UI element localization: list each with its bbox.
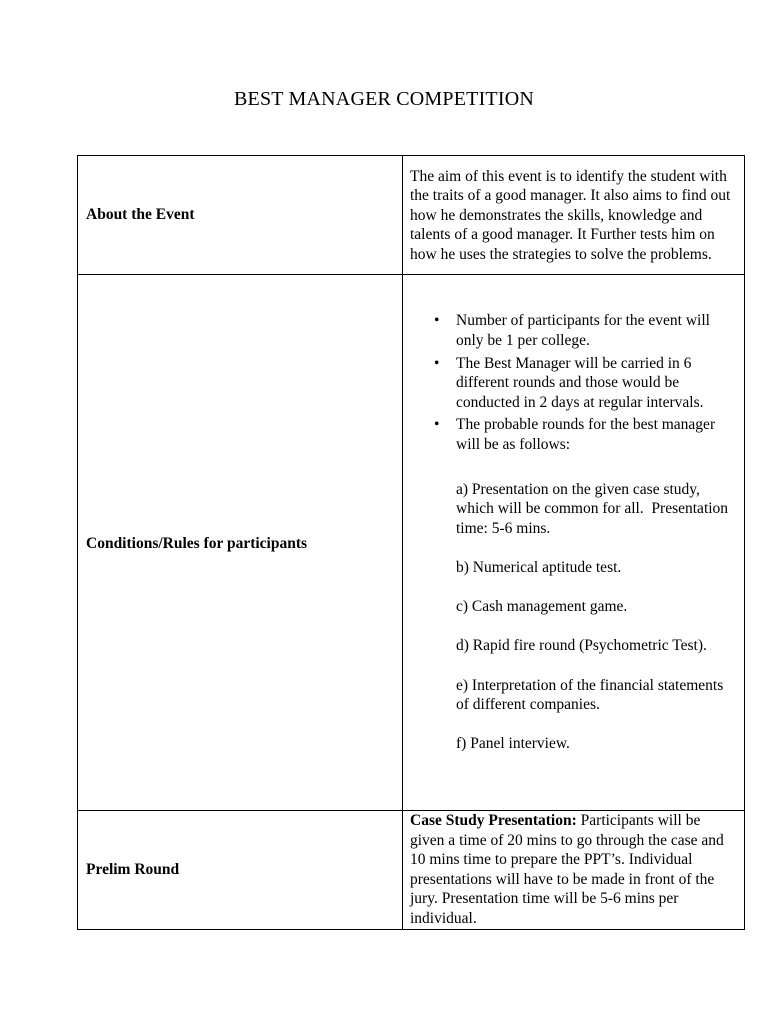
table-row-conditions: [78, 275, 745, 811]
prelim-description: [403, 811, 745, 930]
table-row-about: [78, 156, 745, 275]
prelim-heading: Case Study Presentation:: [410, 812, 577, 829]
conditions-content: [403, 275, 745, 811]
rounds-list: [456, 480, 738, 754]
round-item: c) Cash management game.: [456, 598, 628, 616]
about-description: The aim of this event is to identify the student with the traits of a good manager. It also aims to find out how he demonstrates the skills, knowledge and talents of a good manager. It Further tests him on how he uses the strategies to solve the problems.: [403, 156, 745, 275]
about-label: About the Event: [78, 156, 403, 275]
table-row-prelim: [78, 811, 745, 930]
rules-bullet-list: [410, 311, 738, 454]
round-item: a) Presentation on the given case study, which will be common for all. Presentation time: 5-6 mins.: [456, 480, 732, 537]
prelim-label: Prelim Round: [78, 811, 403, 930]
event-details-table: [77, 155, 745, 930]
prelim-text: Participants will be given a time of 20 mins to go through the case and 10 mins time to prepare the PPT’s. Individual presentations will have to be made in front of the jury. Presentation time will be 5-6 mins per individual.: [410, 812, 724, 927]
rule-bullet-item: • The Best Manager will be carried in 6 different rounds and those would be conducted in 2 days at regular intervals.: [456, 354, 738, 413]
conditions-label: Conditions/Rules for participants: [78, 275, 403, 811]
round-item: f) Panel interview.: [456, 735, 570, 753]
document-title: BEST MANAGER COMPETITION: [234, 88, 534, 110]
round-item: d) Rapid fire round (Psychometric Test).: [456, 637, 707, 655]
rule-bullet-item: • Number of participants for the event will only be 1 per college.: [456, 311, 738, 350]
round-item: e) Interpretation of the financial statements of different companies.: [456, 676, 724, 714]
round-item: b) Numerical aptitude test.: [456, 559, 622, 576]
rule-bullet-item: • The probable rounds for the best manager will be as follows:: [456, 415, 738, 454]
